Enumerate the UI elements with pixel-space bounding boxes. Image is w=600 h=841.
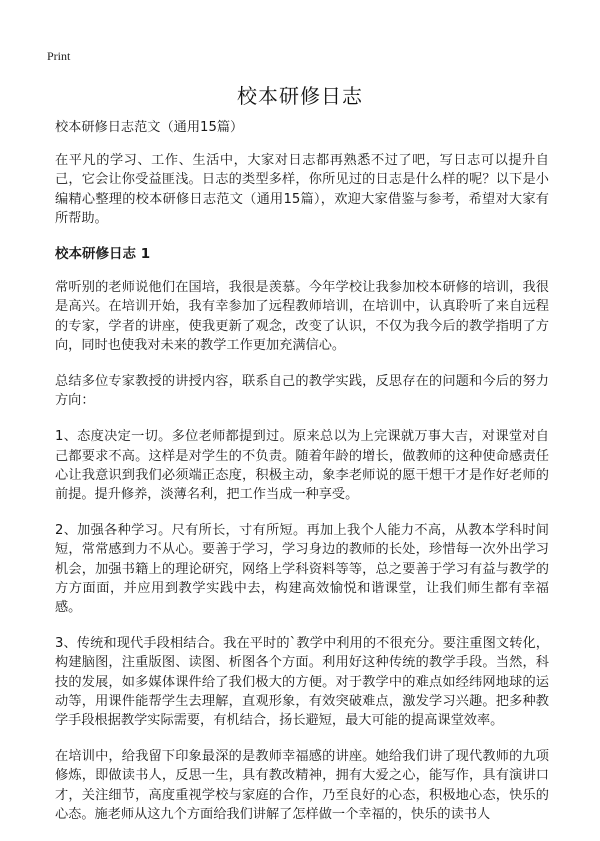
- paragraph: 1、态度决定一切。多位老师都提到过。原来总以为上完课就万事大吉，对课堂对自己都要求不高。这样是对学生的不负责。随着年龄的增长，做教师的这种使命感责任心让我意识到我们必须端正态度，积极主动，象李老师说的愿干想干才是作好老师的前提。提升修养，淡薄名利，把工作当成一种享受。: [55, 429, 549, 503]
- paragraph: 在培训中，给我留下印象最深的是教师幸福感的讲座。她给我们讲了现代教师的九项修炼，即做读书人，反思一生，具有教改精神，拥有大爱之心，能写作，具有演讲口才，关注细节，高度重视学校与家庭的合作，乃至良好的心态，积极地心态，快乐的心态。施老师从这九个方面给我们讲解了怎样做一个幸福的，快乐的读书人: [55, 749, 549, 822]
- section-heading: 校本研修日志 1: [55, 246, 151, 263]
- document-body: [55, 118, 549, 841]
- print-link[interactable]: Print: [47, 49, 71, 63]
- paragraph: 3、传统和现代手段相结合。我在平时的`教学中利用的不很充分。要注重图文转化，构建脑图，注重版图、读图、析图各个方面。利用好这种传统的教学手段。当然，科技的发展，如多媒体课件给了我们极大的方便。对于教学中的难点如经纬网地球的运动等，用课件能帮学生去理解，直观形象，有效突破难点，激发学习兴趣。把多种教学手段根据教学实际需要，有机结合，扬长避短，最大可能的提高课堂效率。: [55, 636, 549, 729]
- paragraph: 2、加强各种学习。尺有所长，寸有所短。再加上我个人能力不高，从教本学科时间短，常常感到力不从心。要善于学习，学习身边的教师的长处，珍惜每一次外出学习机会，加强书籍上的理论研究，网络上学科资料等等，总之要善于学习有益与教学的方方面面，并应用到教学实践中去，构建高效愉悦和谐课堂，让我们师生都有幸福感。: [55, 523, 549, 616]
- paragraph: 总结多位专家教授的讲授内容，联系自己的教学实践，反思存在的问题和今后的努力方向：: [55, 374, 549, 409]
- intro-paragraph: 在平凡的学习、工作、生活中，大家对日志都再熟悉不过了吧，写日志可以提升自己，它会让你受益匪浅。日志的类型多样，你所见过的日志是什么样的呢？以下是小编精心整理的校本研修日志范文（通用15篇），欢迎大家借鉴与参考，希望对大家有所帮助。: [55, 153, 549, 226]
- document-subtitle: 校本研修日志范文（通用15篇）: [55, 120, 244, 135]
- paragraph: 常听别的老师说他们在国培，我很是羡慕。今年学校让我参加校本研修的培训，我很是高兴。在培训开始，我有幸参加了远程教师培训，在培训中，认真聆听了来自远程的专家，学者的讲座，使我更新了观念，改变了认识，不仅为我今后的教学指明了方向，同时也使我对未来的教学工作更加充满信心。: [55, 280, 549, 353]
- page-title: 校本研修日志: [237, 84, 363, 108]
